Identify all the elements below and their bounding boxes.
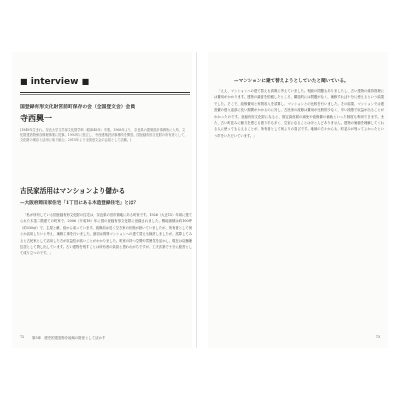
header-rule-thin	[20, 94, 190, 95]
right-body-text: 「ええ、マンションへの建て替えも真剣に考えていました。相続の問題もありましたし、古い建物の維持管理には費用がかかります。建物の調査を依頼したところ、構造的には問題がなく、補修すれば十分に使えるという結果でした。そこで、改修費用と家賃収入を試算し、マンションとの比較を行いました。その結果、マンションでは建設費の借入返済に長い期間がかかるのに対し、古民家の改修は費用が比較的少なく、早い段階で収益が出ることがわかったのです。登録有形文化財になると、固定資産税の減免や改修費の補助といった制度も利用できます。また、古い町並みに魅力を感じる借り手も多く、空室になることはほとんどありません。建物の価値を理解してくれる人に使ってもらえることが、所有者として何よりの喜びです。地域の方々からも、町並みが残ってよかったという声をいただいています。」	[214, 89, 384, 138]
right-page-number: 73	[375, 335, 380, 339]
header-rule	[20, 92, 190, 93]
section-title: 古民家活用はマンションより儲かる	[20, 187, 126, 195]
right-page	[208, 52, 388, 348]
left-page	[12, 52, 192, 348]
interviewee-block	[20, 103, 196, 144]
square-marker-icon: ■	[20, 77, 28, 86]
section-subtitle: —大阪府岡田家住宅「1丁目にある木造登録住宅」とは？	[20, 201, 139, 206]
left-body-text: 「私が所有している国登録有形文化財の住宅は、奈良県の旧市街地にある町家です。1926（大正15）年頃に建てられた木造二階建ての町家で、2006（平成18）年に国の登録有形文化財に登録されました。敷地面積は約100坪（約330㎡）で、主屋と蔵、庭から成っています。改修前は長く空き家の状態が続いていましたが、所有者として何とか活用したいと考え、補修工事を行いました。最初は賃貸マンションへの建て替えも検討しましたが、試算してみると古民家として活用した方が収益性が高いことがわかりました。町家の持つ空間や雰囲気を活かし、現在は店舗兼住居として貸し出しています。古い建物を残すことは所有者の負担と思われがちですが、工夫次第で十分に経営として成り立つのです。」	[20, 213, 192, 256]
gutter-line	[196, 52, 197, 348]
chapter-running-head: 第3章 歴史的建造物を地域の財産として活かす	[32, 336, 106, 340]
interview-header	[20, 76, 190, 95]
interviewee-name: 寺西興一	[20, 114, 52, 123]
left-page-number: 72	[20, 335, 25, 339]
interview-label: interview	[30, 77, 79, 87]
question-heading: —マンションに建て替えようとしていたと聞いている。	[234, 79, 349, 84]
interviewee-organization: 国登録有形文化財宮前町保存の会（全国登文会）会員	[20, 105, 136, 110]
square-marker-icon: ■	[81, 77, 90, 86]
interviewee-bio: (1948年生まれ。奈良大学文学部文化財学科（昭和48年）卒業。1968年より、奈良県の建築設計事務所に入所、文化財建造物保存修理事業に従事。1993年に独立し、寺西建築設計事務所を開設。国登録有形文化財の所有者として、文化財の保存と活用に取り組む。2015年より全国登文会の会員として活動。)	[20, 128, 188, 143]
interview-title	[20, 76, 190, 88]
